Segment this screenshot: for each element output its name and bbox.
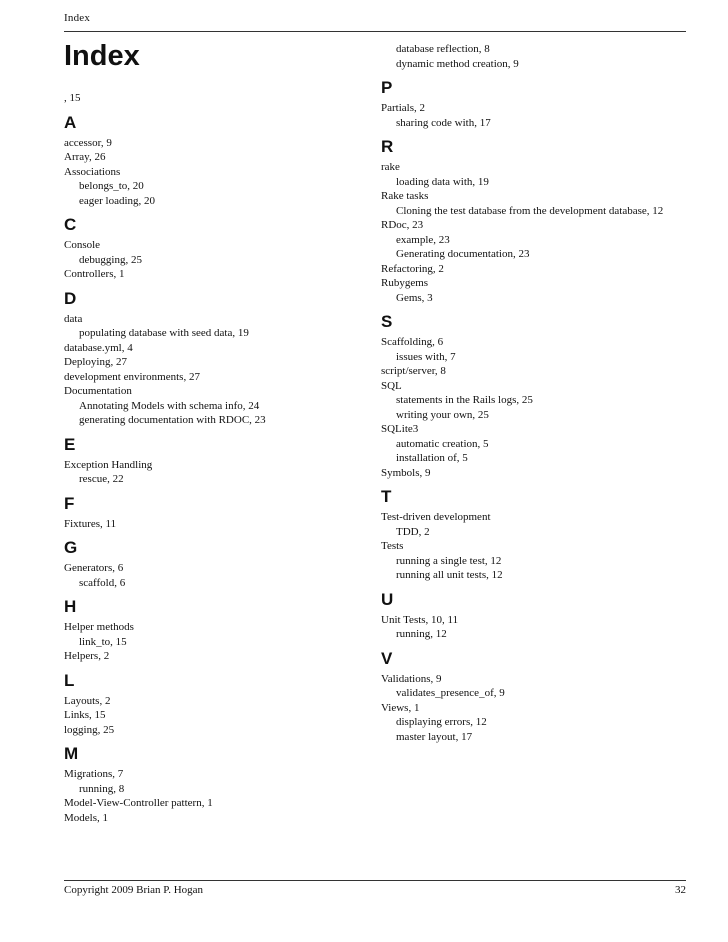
index-subentry: eager loading, 20 (79, 194, 156, 207)
index-entry: Symbols, 9 (381, 466, 431, 479)
index-letter-heading: U (381, 589, 394, 609)
index-entry: development environments, 27 (64, 370, 200, 383)
page-title: Index (64, 40, 140, 72)
index-entry: Console (64, 239, 101, 251)
index-entry: Exception Handling (64, 458, 153, 471)
index-entry: SQLite3 (381, 423, 419, 435)
index-subentry: Annotating Models with schema info, 24 (79, 399, 260, 412)
index-entry: Models, 1 (64, 811, 108, 824)
index-subentry: link_to, 15 (79, 635, 127, 648)
index-subentry: master layout, 17 (396, 730, 473, 743)
footer-page-number: 32 (675, 884, 686, 896)
index-subentry: Gems, 3 (396, 291, 433, 304)
index-entry: Layouts, 2 (64, 694, 111, 707)
index-entry: Helpers, 2 (64, 650, 110, 662)
index-letter-heading: R (381, 137, 394, 156)
index-subentry: belongs_to, 20 (79, 180, 144, 192)
index-subentry: running, 8 (79, 782, 125, 795)
index-entry: Scaffolding, 6 (381, 336, 444, 348)
index-letter-heading: C (64, 215, 77, 234)
index-subentry: generating documentation with RDOC, 23 (79, 414, 266, 426)
index-entry: RDoc, 23 (381, 219, 424, 231)
index-subentry: validates_presence_of, 9 (396, 687, 505, 699)
index-subentry: running, 12 (396, 628, 447, 640)
index-entry: Migrations, 7 (64, 768, 124, 780)
index-subentry: loading data with, 19 (396, 175, 489, 188)
index-subentry: writing your own, 25 (396, 408, 489, 421)
index-subentry: debugging, 25 (79, 253, 142, 266)
bottom-rule (64, 880, 686, 881)
index-subentry: displaying errors, 12 (396, 716, 487, 728)
index-letter-heading: G (64, 538, 78, 557)
index-entry: Links, 15 (64, 709, 106, 721)
index-subentry: Cloning the test database from the development database, 12 (396, 204, 664, 217)
index-subentry: Generating documentation, 23 (396, 248, 530, 260)
index-letter-heading: V (381, 648, 393, 668)
index-subentry: example, 23 (396, 233, 450, 246)
footer-copyright: Copyright 2009 Brian P. Hogan (64, 884, 204, 896)
index-entry: Helper methods (64, 621, 134, 633)
index-subentry: TDD, 2 (396, 525, 430, 538)
index-entry: Deploying, 27 (64, 356, 127, 368)
index-subentry: sharing code with, 17 (396, 116, 491, 129)
index-entry: Documentation (64, 385, 132, 397)
index-letter-heading: S (381, 312, 393, 331)
index-letter-heading: T (381, 487, 392, 506)
index-entry: Generators, 6 (64, 562, 124, 574)
index-entry: Controllers, 1 (64, 268, 125, 280)
index-entry: Rake tasks (381, 190, 429, 202)
index-entry: Rubygems (381, 277, 429, 289)
index-entry: Test-driven development (381, 511, 491, 523)
index-entry: Unit Tests, 10, 11 (381, 613, 459, 626)
index-entry: Views, 1 (381, 701, 420, 714)
index-subentry: database reflection, 8 (396, 43, 490, 55)
index-entry: data (64, 312, 83, 325)
index-entry: SQL (381, 379, 402, 392)
index-subentry: populating database with seed data, 19 (79, 327, 249, 339)
index-subentry: dynamic method creation, 9 (396, 57, 519, 70)
index-letter-heading: D (64, 288, 77, 308)
index-entry: , 15 (64, 92, 81, 104)
index-letter-heading: L (64, 670, 75, 690)
index-letter-heading: H (64, 597, 77, 616)
index-entry: Partials, 2 (381, 102, 425, 114)
running-head: Index (64, 12, 91, 24)
index-entry: Refactoring, 2 (381, 262, 444, 275)
index-entry: script/server, 8 (381, 365, 446, 377)
index-subentry: statements in the Rails logs, 25 (396, 394, 533, 406)
index-letter-heading: F (64, 493, 75, 513)
index-entry: accessor, 9 (64, 136, 112, 149)
index-entry: rake (381, 161, 400, 173)
top-rule (64, 31, 686, 32)
index-subentry: installation of, 5 (396, 452, 468, 464)
index-letter-heading: A (64, 112, 77, 132)
index-subentry: rescue, 22 (79, 473, 124, 485)
index-entry: Fixtures, 11 (64, 517, 117, 530)
index-subentry: automatic creation, 5 (396, 437, 489, 450)
index-subentry: scaffold, 6 (79, 576, 126, 589)
index-letter-heading: E (64, 434, 76, 454)
index-entry: Tests (381, 540, 404, 552)
index-letter-heading: P (381, 78, 393, 97)
index-subentry: issues with, 7 (396, 350, 456, 363)
index-entry: Associations (64, 165, 121, 178)
index-letter-heading: M (64, 744, 79, 763)
index-subentry: running all unit tests, 12 (396, 569, 503, 581)
index-entry: database.yml, 4 (64, 341, 133, 354)
index-entry: logging, 25 (64, 723, 115, 736)
index-entry: Array, 26 (64, 151, 106, 163)
index-entry: Validations, 9 (381, 672, 442, 685)
index-entry: Model-View-Controller pattern, 1 (64, 797, 213, 809)
index-subentry: running a single test, 12 (396, 554, 502, 567)
